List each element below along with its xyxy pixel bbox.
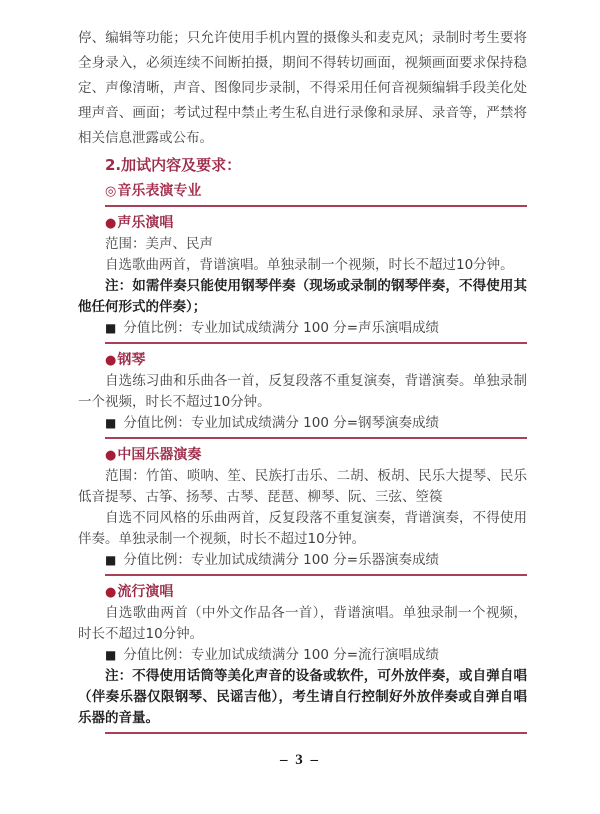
scope-text: 范围：美声、民声 <box>105 236 213 252</box>
requirement-text: 自选歌曲两首，背谱演唱。单独录制一个视频，时长不超过10分钟。 <box>105 257 514 273</box>
square-marker-icon: ■ <box>105 321 117 335</box>
score-line-text: 分值比例：专业加试成绩满分 100 分=流行演唱成绩 <box>123 647 440 663</box>
ring-bullet-icon: ◎ <box>105 184 117 199</box>
score-line-text: 分值比例：专业加试成绩满分 100 分=乐器演奏成绩 <box>123 552 440 568</box>
score-line <box>78 318 527 339</box>
section-vocal-performance <box>78 213 527 339</box>
section-divider <box>105 437 527 439</box>
requirements-heading: 2.加试内容及要求： <box>105 156 242 174</box>
major-heading-text: 音乐表演专业 <box>117 183 202 199</box>
score-line <box>78 550 527 571</box>
section-divider <box>105 205 527 207</box>
section-divider <box>105 574 527 576</box>
section-title <box>78 213 527 234</box>
square-marker-icon: ■ <box>105 648 117 662</box>
section-pop-singing <box>78 582 527 729</box>
section-title <box>78 582 527 603</box>
section-piano <box>78 350 527 434</box>
circle-bullet-icon: ● <box>105 448 117 463</box>
section-title-text: 中国乐器演奏 <box>117 447 202 463</box>
circle-bullet-icon: ● <box>105 216 117 231</box>
section-title-text: 钢琴 <box>117 352 146 368</box>
circle-bullet-icon: ● <box>105 353 117 368</box>
scope-text: 范围：竹笛、唢呐、笙、民族打击乐、二胡、板胡、民乐大提琴、民乐低音提琴、古筝、扬琴、古琴、琵琶、柳琴、阮、三弦、箜篌 <box>78 468 527 505</box>
page-number: – 3 – <box>280 752 320 768</box>
score-line-text: 分值比例：专业加试成绩满分 100 分=声乐演唱成绩 <box>123 320 440 336</box>
note-text: 注：不得使用话筒等美化声音的设备或软件，可外放伴奏，或自弹自唱（伴奏乐器仅限钢琴、民谣吉他），考生请自行控制好外放伴奏或自弹自唱乐器的音量。 <box>78 668 527 726</box>
square-marker-icon: ■ <box>105 416 117 430</box>
intro-paragraph: 停、编辑等功能；只允许使用手机内置的摄像头和麦克风；录制时考生要将全身录入，必须连续不间断拍摄，期间不得转切画面，视频画面要求保持稳定、声像清晰，声音、图像同步录制，不得采用任何音视频编辑手段美化处理声音、画面；考试过程中禁止考生私自进行录像和录屏、录音等，严禁将相关信息泄露或公布。 <box>78 30 527 146</box>
section-title <box>78 350 527 371</box>
score-line-text: 分值比例：专业加试成绩满分 100 分=钢琴演奏成绩 <box>123 415 440 431</box>
document-content <box>78 26 527 734</box>
requirement-text: 自选练习曲和乐曲各一首，反复段落不重复演奏，背谱演奏。单独录制一个视频，时长不超过10分钟。 <box>78 373 527 410</box>
score-line <box>78 645 527 666</box>
requirement-text: 自选歌曲两首（中外文作品各一首），背谱演唱。单独录制一个视频，时长不超过10分钟。 <box>78 605 527 642</box>
requirement-text: 自选不同风格的乐曲两首，反复段落不重复演奏，背谱演奏，不得使用伴奏。单独录制一个视频，时长不超过10分钟。 <box>78 510 527 547</box>
section-divider <box>105 732 527 734</box>
note-text: 注：如需伴奏只能使用钢琴伴奏（现场或录制的钢琴伴奏，不得使用其他任何形式的伴奏）； <box>78 278 527 315</box>
section-divider <box>105 342 527 344</box>
score-line <box>78 413 527 434</box>
major-heading <box>78 181 527 202</box>
section-title-text: 流行演唱 <box>117 584 174 600</box>
circle-bullet-icon: ● <box>105 585 117 600</box>
square-marker-icon: ■ <box>105 553 117 567</box>
section-title-text: 声乐演唱 <box>117 215 174 231</box>
section-chinese-instruments <box>78 445 527 571</box>
section-title <box>78 445 527 466</box>
